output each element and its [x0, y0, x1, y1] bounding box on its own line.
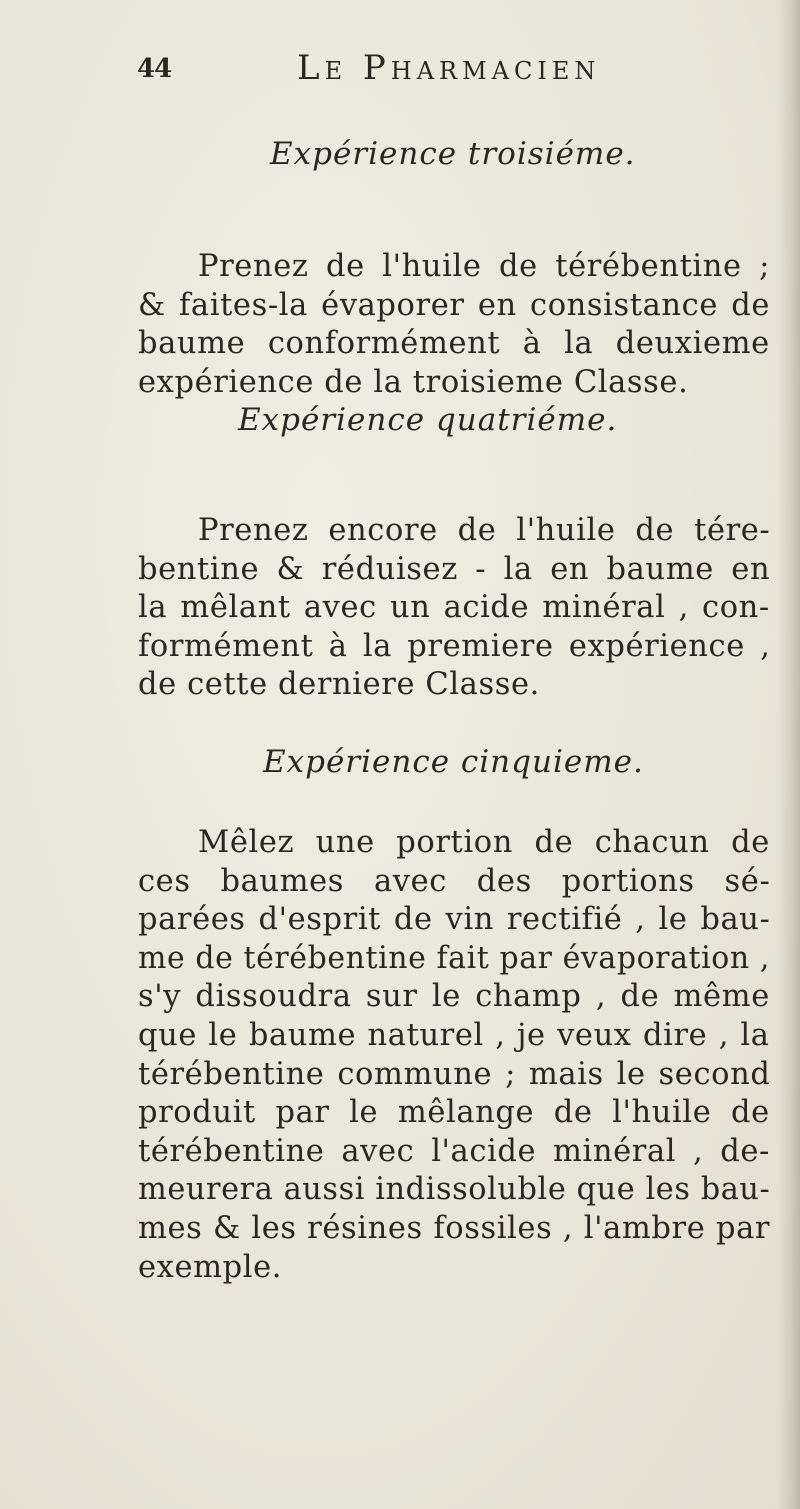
text-line: s'y dissoudra sur le champ , de même — [138, 979, 770, 1015]
page-header — [132, 48, 692, 98]
running-head: Le Pharmacien — [297, 48, 601, 88]
text-line: produit par le mêlange de l'huile de — [138, 1095, 770, 1131]
text-line: que le baume naturel , je veux dire , la — [138, 1017, 770, 1053]
page-number: 44 — [137, 54, 172, 84]
text-line: meurera aussi indissoluble que les bau- — [138, 1172, 771, 1208]
section-title-experience-4: Expérience quatriéme. — [238, 402, 618, 438]
paragraph-experience-3 — [138, 248, 770, 402]
text-line: Prenez encore de l'huile de tére- — [198, 513, 771, 548]
text-line: exemple. — [138, 1249, 283, 1285]
text-line: parées d'esprit de vin rectifié , le bau- — [138, 902, 771, 938]
text-line: térébentine avec l'acide minéral , de- — [138, 1133, 770, 1169]
paragraph-experience-5 — [138, 824, 770, 1287]
text-line: formément à la premiere expérience , — [138, 628, 771, 664]
text-line: baume conformément à la deuxieme — [138, 326, 770, 362]
text-line: me de térébentine fait par évaporation , — [138, 940, 770, 976]
text-line: de cette derniere Classe. — [138, 667, 540, 703]
text-line: ces baumes avec des portions sé- — [138, 863, 771, 899]
text-line: Mêlez une portion de chacun de — [198, 825, 770, 860]
page-edge-shadow — [778, 0, 800, 1509]
text-line: & faites-la évaporer en consistance de — [138, 287, 771, 323]
section-title-experience-5: Expérience cinquieme. — [263, 744, 644, 780]
text-line: térébentine commune ; mais le second — [138, 1056, 771, 1092]
paragraph-experience-4 — [138, 512, 770, 705]
text-line: mes & les résines fossiles , l'ambre par — [138, 1210, 771, 1246]
text-line: bentine & réduisez - la en baume en — [138, 551, 771, 587]
section-title-experience-3: Expérience troisiéme. — [270, 136, 636, 172]
text-line: la mêlant avec un acide minéral , con- — [138, 590, 770, 626]
text-line: expérience de la troisieme Classe. — [138, 364, 689, 400]
text-line: Prenez de l'huile de térébentine ; — [198, 249, 771, 284]
